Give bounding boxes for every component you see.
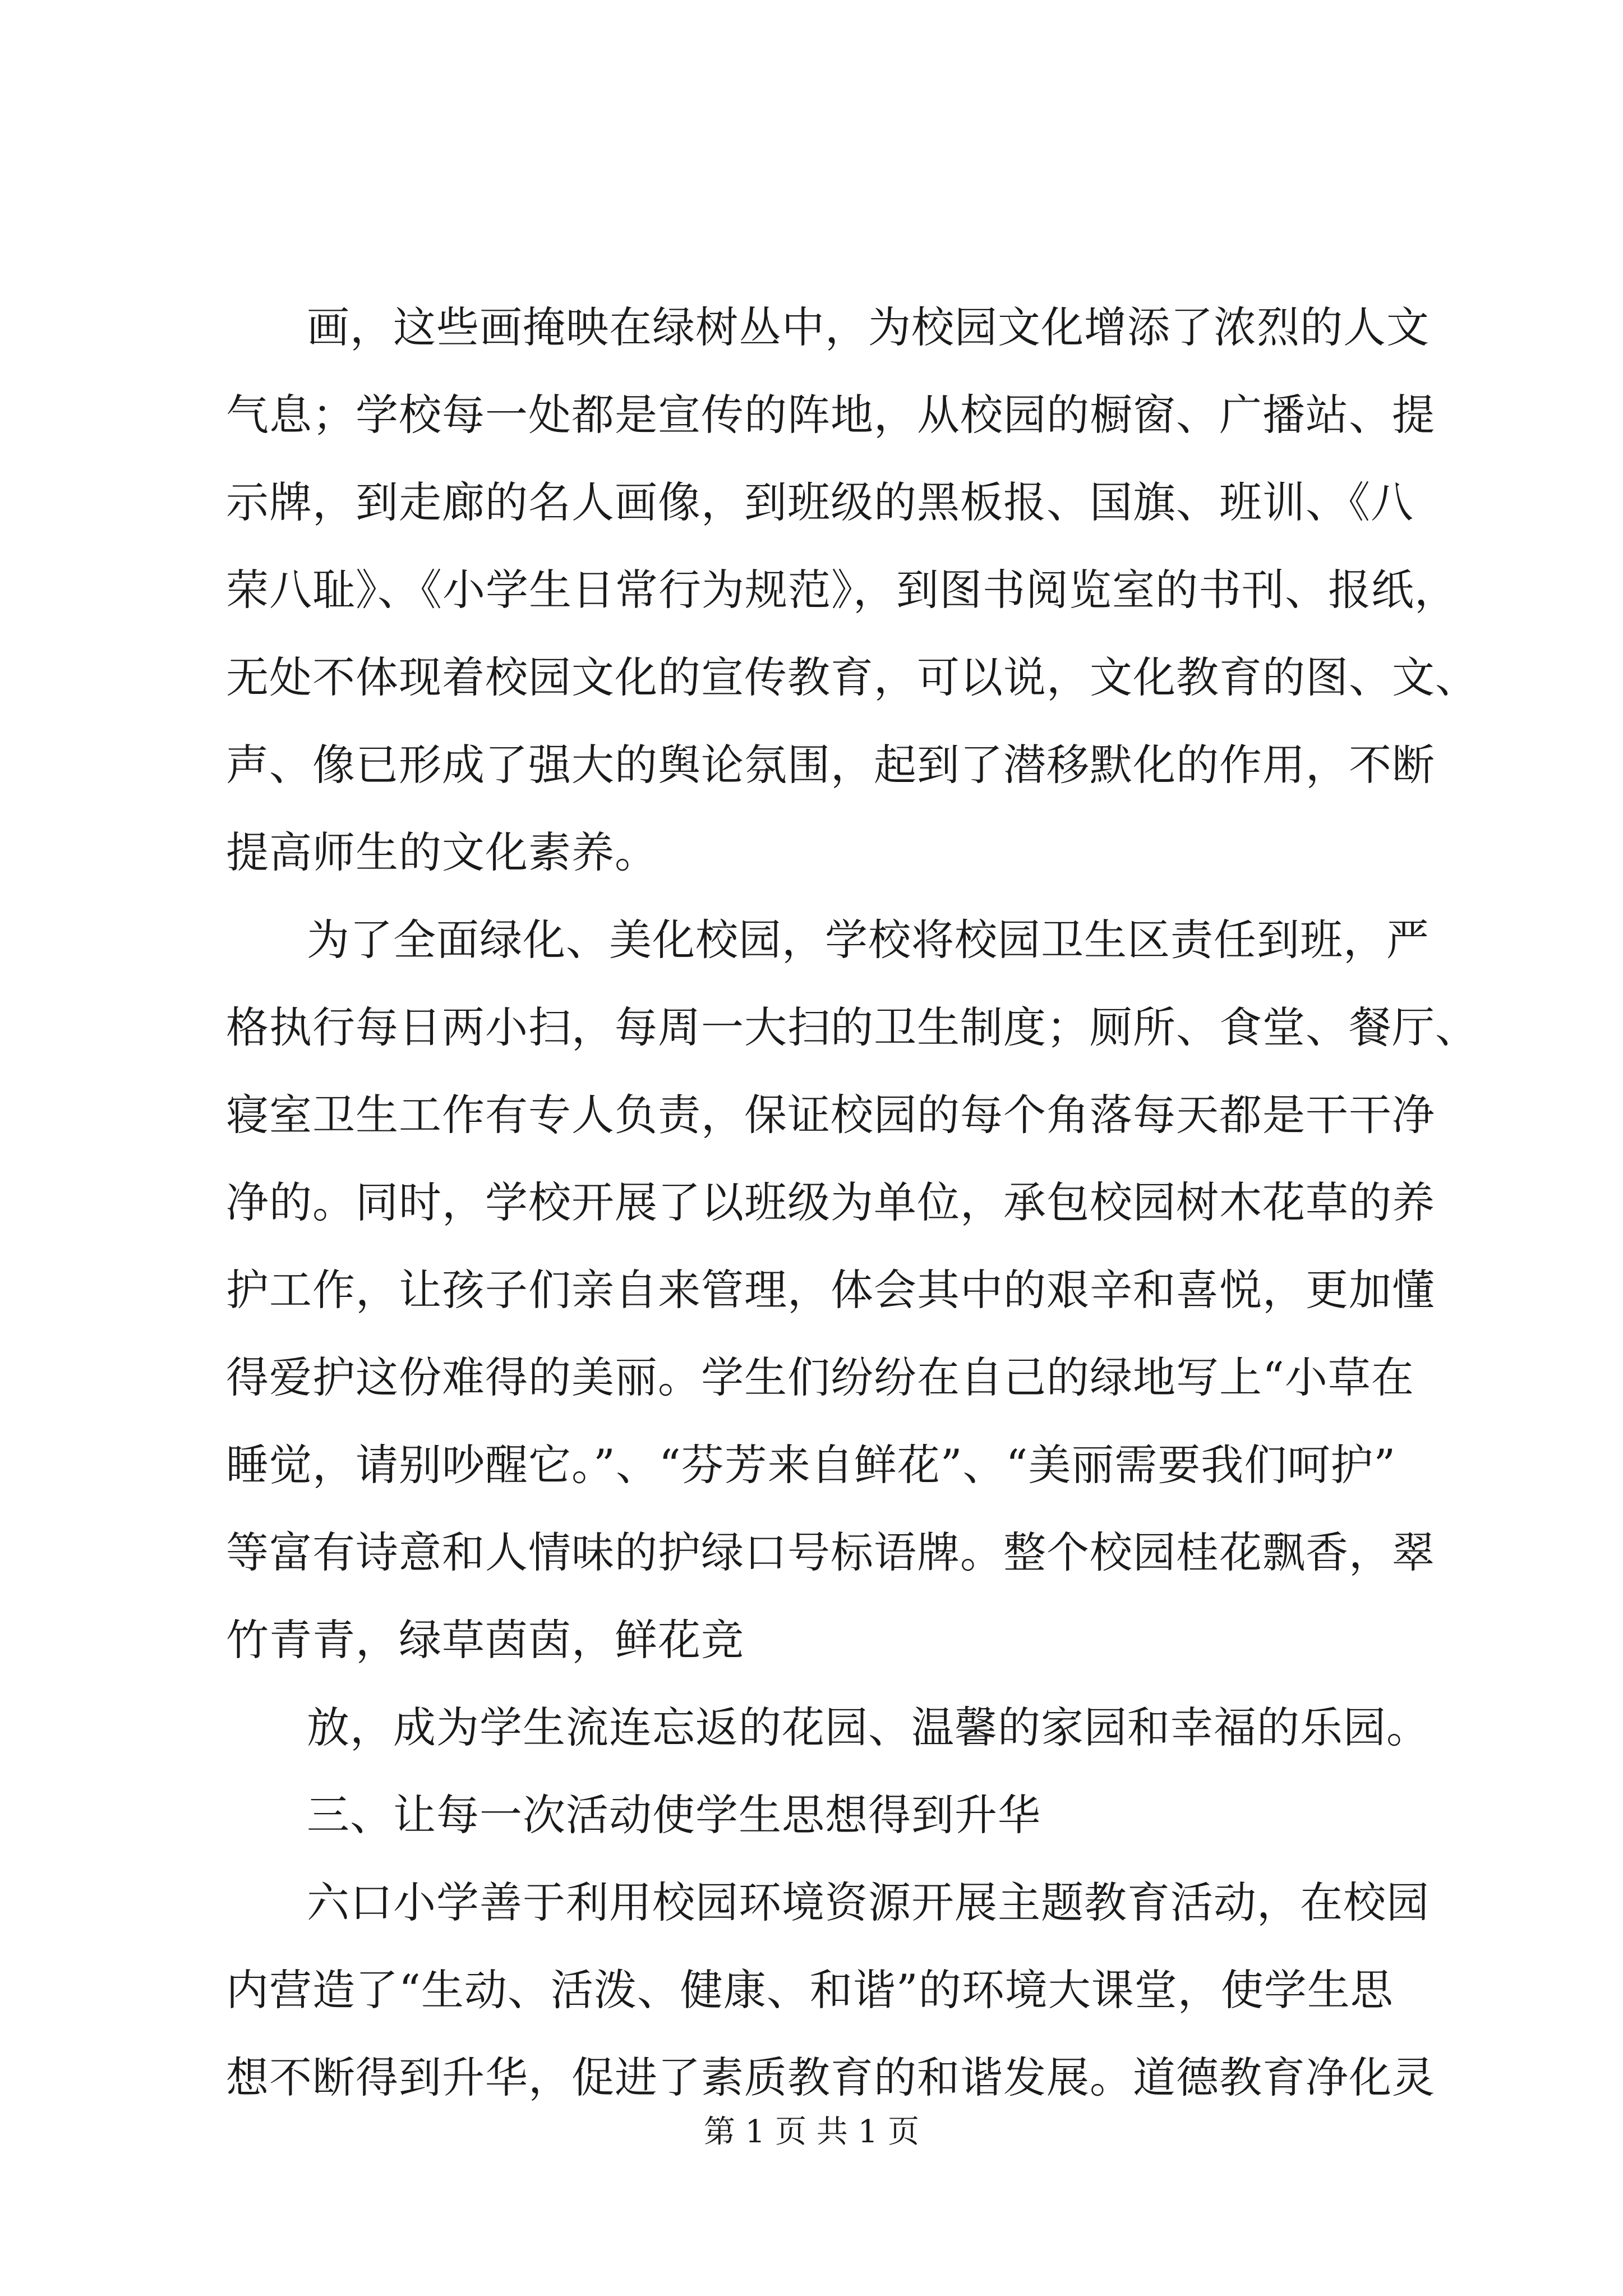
text-line: 竹青青，绿草茵茵，鲜花竞 [226, 1615, 744, 1665]
text-line: 画，这些画掩映在绿树丛中，为校园文化增添了浓烈的人文 [307, 302, 1430, 352]
text-line: 声、像已形成了强大的舆论氛围，起到了潜移默化的作用，不断 [226, 740, 1435, 790]
text-line: 护工作，让孩子们亲自来管理，体会其中的艰辛和喜悦，更加懂 [226, 1265, 1435, 1315]
text-line: 睡觉，请别吵醒它。”、“芬芳来自鲜花”、“美丽需要我们呵护” [226, 1440, 1396, 1490]
text-line: 得爱护这份难得的美丽。学生们纷纷在自己的绿地写上“小草在 [226, 1352, 1414, 1402]
text-line: 格执行每日两小扫，每周一大扫的卫生制度；厕所、食堂、餐厅、 [226, 1002, 1478, 1052]
text-line: 为了全面绿化、美化校园，学校将校园卫生区责任到班，严 [307, 915, 1430, 965]
text-line: 等富有诗意和人情味的护绿口号标语牌。整个校园桂花飘香，翠 [226, 1527, 1435, 1577]
section-heading: 三、让每一次活动使学生思想得到升华 [307, 1790, 1041, 1840]
text-line: 六口小学善于利用校园环境资源开展主题教育活动，在校园 [307, 1878, 1430, 1927]
text-line: 荣八耻》、《小学生日常行为规范》，到图书阅览室的书刊、报纸， [226, 565, 1458, 615]
text-line: 无处不体现着校园文化的宣传教育，可以说，文化教育的图、文、 [226, 652, 1478, 702]
page-number-footer: 第 1 页 共 1 页 [703, 2114, 920, 2150]
text-line: 内营造了“生动、活泼、健康、和谐”的环境大课堂，使学生思 [226, 1965, 1394, 2015]
text-line: 净的。同时，学校开展了以班级为单位，承包校园树木花草的养 [226, 1177, 1435, 1227]
text-line: 示牌，到走廊的名人画像，到班级的黑板报、国旗、班训、《八 [226, 477, 1414, 527]
text-line: 气息；学校每一处都是宣传的阵地，从校园的橱窗、广播站、提 [226, 390, 1435, 440]
text-line: 提高师生的文化素养。 [226, 827, 658, 877]
text-line: 放，成为学生流连忘返的花园、温馨的家园和幸福的乐园。 [307, 1703, 1430, 1752]
text-line: 寝室卫生工作有专人负责，保证校园的每个角落每天都是干干净 [226, 1090, 1435, 1140]
text-line: 想不断得到升华，促进了素质教育的和谐发展。道德教育净化灵 [226, 2053, 1435, 2102]
